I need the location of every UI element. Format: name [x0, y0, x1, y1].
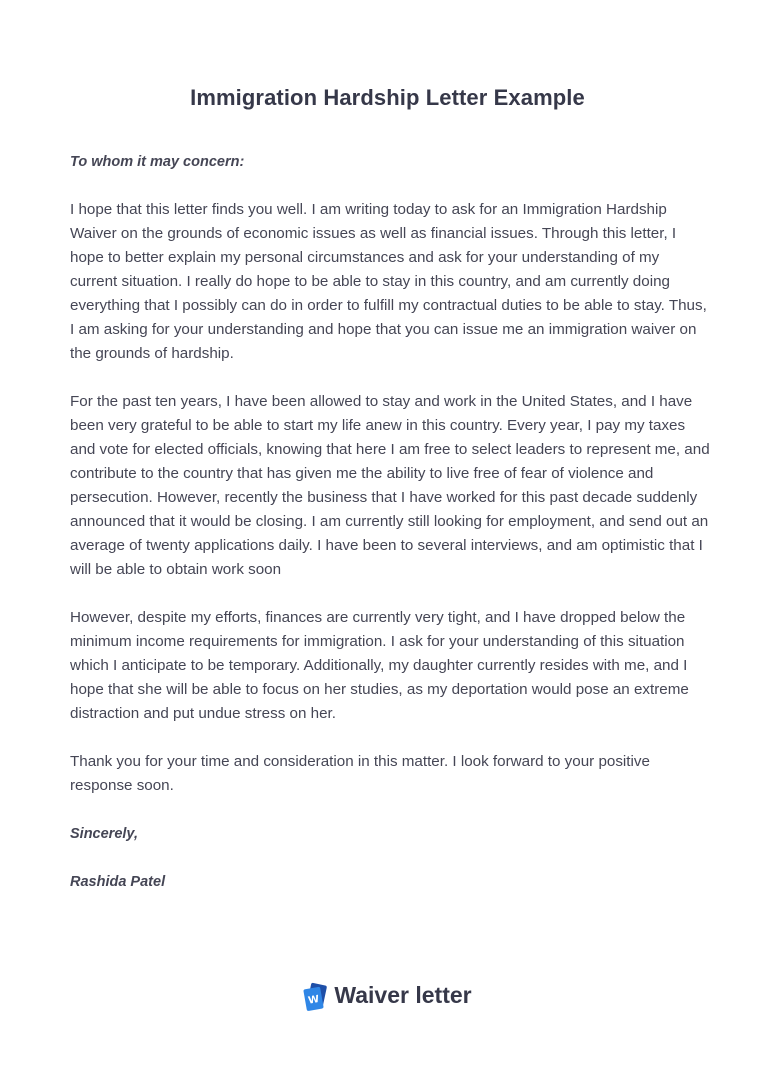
letter-signature: Rashida Patel — [70, 874, 166, 890]
letter-paragraph-3: However, despite my efforts, finances are currently very tight, and I have dropped below the minimum income requirements for immigration. I ask for your understanding of this situation which I anticipate to be temporary. Additionally, my daughter currently resides with me, and I hope that she will be able to focus on her studies, as my deportation would pose an extreme distraction and put undue stress on her. — [70, 609, 689, 722]
letter-closing: Sincerely, — [70, 826, 138, 842]
document-w-icon — [303, 982, 329, 1012]
brand-name: Waiver letter — [334, 981, 472, 1008]
letter-body — [70, 150, 710, 918]
letter-salutation: To whom it may concern: — [70, 154, 245, 170]
letter-paragraph-1: I hope that this letter finds you well. I am writing today to ask for an Immigration Hardship Waiver on the grounds of economic issues as well as financial issues. Through this letter, I hope to better explain my personal circumstances and ask for your understanding of my current situation. I really do hope to be able to stay in this country, and am currently doing everything that I possibly can do in order to fulfill my contractual duties to be able to stay. Thus, I am asking for your understanding and hope that you can issue me an immigration waiver on the grounds of hardship. — [70, 201, 707, 362]
letter-paragraph-4: Thank you for your time and consideration in this matter. I look forward to your positive response soon. — [70, 753, 650, 794]
brand-icon-letter: W — [307, 994, 321, 1007]
brand-logo[interactable] — [0, 978, 775, 1012]
page-title: Immigration Hardship Letter Example — [190, 84, 585, 110]
letter-paragraph-2: For the past ten years, I have been allowed to stay and work in the United States, and I have been very grateful to be able to start my life anew in this country. Every year, I pay my taxes and vote for elected officials, knowing that here I am free to select leaders to represent me, and contribute to the country that has given me the ability to live free of fear of violence and persecution. However, recently the business that I have worked for this past decade suddenly announced that it would be closing. I am currently still looking for employment, and send out an average of twenty applications daily. I have been to several interviews, and am optimistic that I will be able to obtain work soon — [70, 393, 710, 578]
